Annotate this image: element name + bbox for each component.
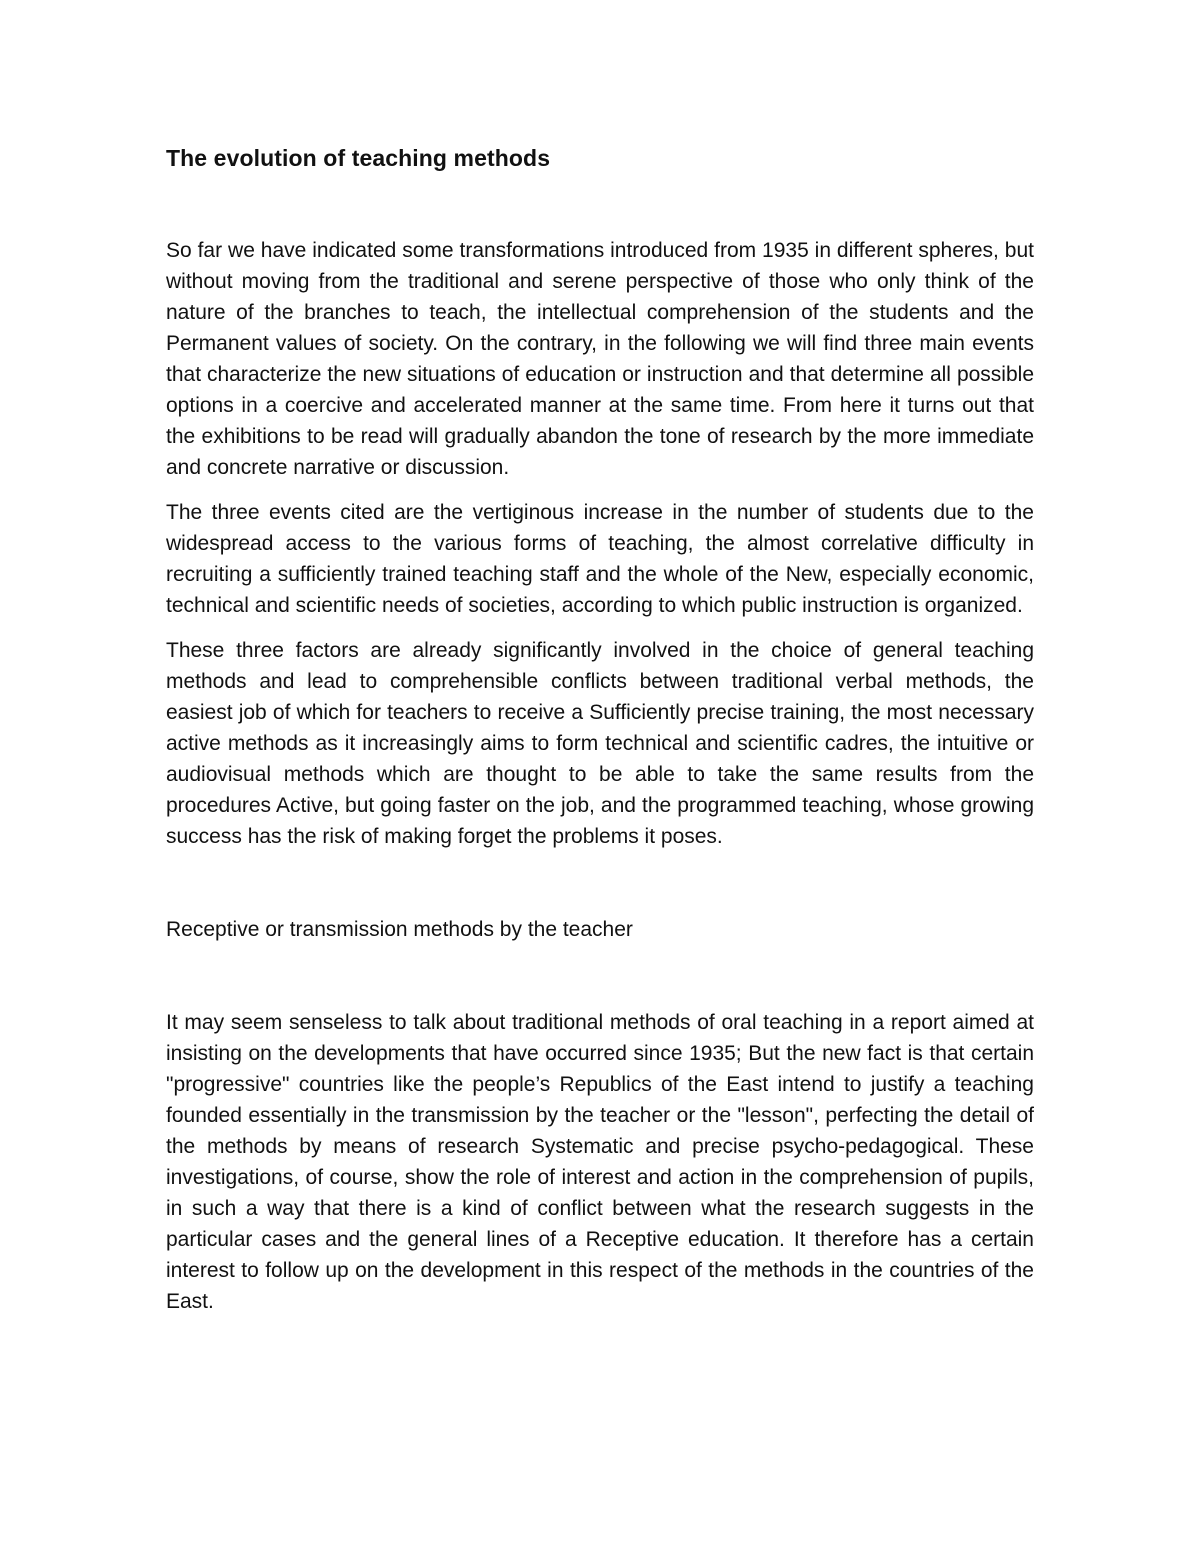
paragraph-three-factors: These three factors are already significantly involved in the choice of general teaching methods and lead to comprehensible conflicts between traditional verbal methods, the easiest job of which for teachers to receive a Sufficiently precise training, the most necessary active methods as it increasingly aims to form technical and scientific cadres, the intuitive or audiovisual methods which are thought to be able to take the same results from the procedures Active, but going faster on the job, and the programmed teaching, whose growing success has the risk of making forget the problems it poses. [166, 639, 1034, 848]
document-body [166, 138, 1034, 1317]
document-title: The evolution of teaching methods [166, 145, 551, 171]
paragraph-receptive-methods: It may seem senseless to talk about traditional methods of oral teaching in a report aimed at insisting on the developments that have occurred since 1935; But the new fact is that certain "progressive" countries like the people’s Republics of the East intend to justify a teaching founded essentially in the transmission by the teacher or the "lesson", perfecting the detail of the methods by means of research Systematic and precise psycho-pedagogical. These investigations, of course, show the role of interest and action in the comprehension of pupils, in such a way that there is a kind of conflict between what the research suggests in the particular cases and the general lines of a Receptive education. It therefore has a certain interest to follow up on the development in this respect of the methods in the countries of the East. [166, 1011, 1034, 1313]
paragraph-intro: So far we have indicated some transformations introduced from 1935 in different spheres, but without moving from the traditional and serene perspective of those who only think of the nature of the branches to teach, the intellectual comprehension of the students and the Permanent values of society. On the contrary, in the following we will find three main events that characterize the new situations of education or instruction and that determine all possible options in a coercive and accelerated manner at the same time. From here it turns out that the exhibitions to be read will gradually abandon the tone of research by the more immediate and concrete narrative or discussion. [166, 239, 1034, 479]
paragraph-three-events: The three events cited are the vertiginous increase in the number of students due to the widespread access to the various forms of teaching, the almost correlative difficulty in recruiting a sufficiently trained teaching staff and the whole of the New, especially economic, technical and scientific needs of societies, according to which public instruction is organized. [166, 501, 1034, 617]
section-heading: Receptive or transmission methods by the teacher [166, 918, 633, 941]
